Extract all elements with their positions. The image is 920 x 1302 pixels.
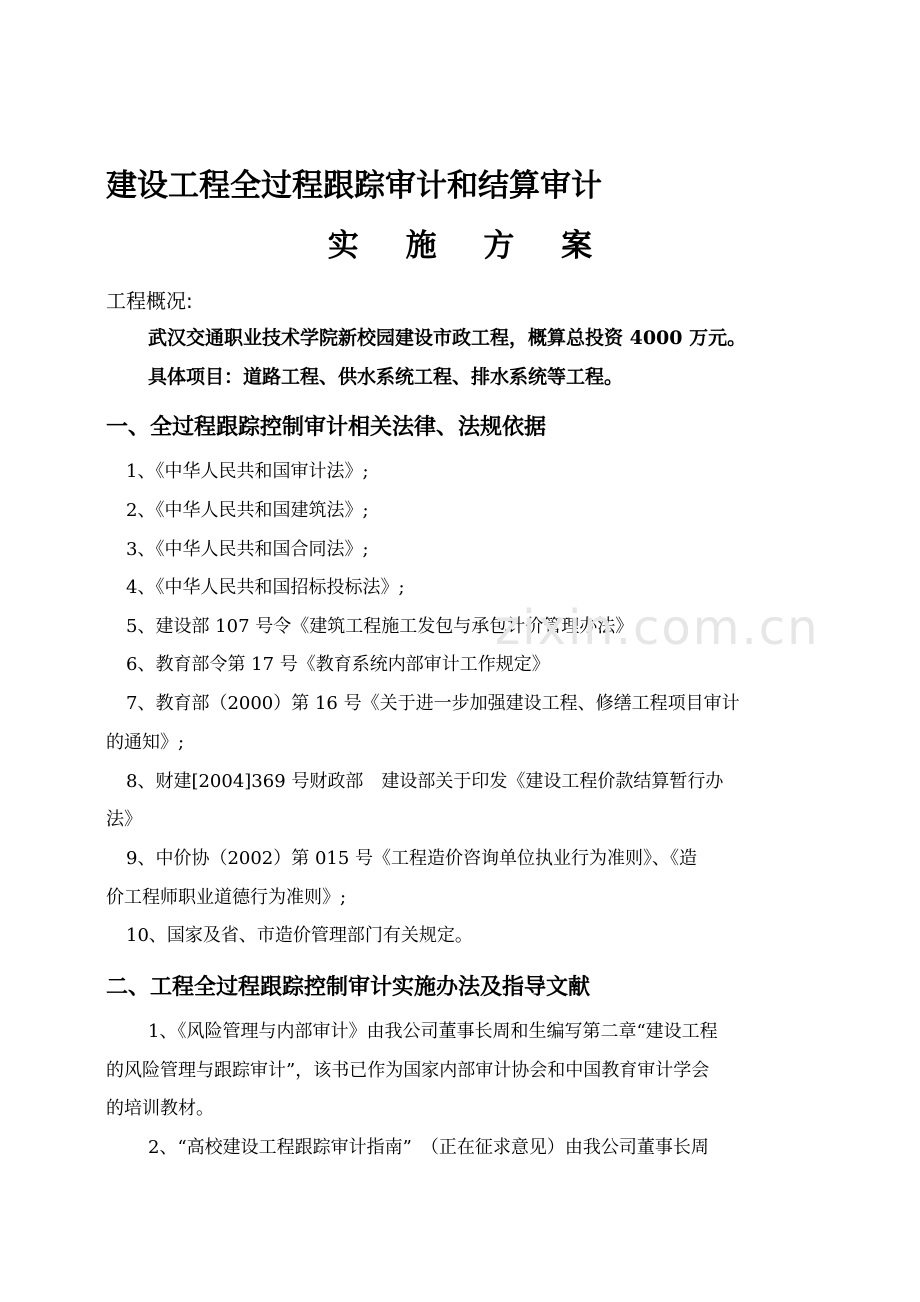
- overview-paragraph: 武汉交通职业技术学院新校园建设市政工程，概算总投资 4000 万元。: [148, 327, 747, 349]
- list-item: 2、《中华人民共和国建筑法》;: [126, 500, 369, 521]
- list-item: 5、建设部 107 号令《建筑工程施工发包与承包计价管理办法》: [126, 616, 634, 637]
- paragraph-line: 的培训教材。: [106, 1098, 214, 1119]
- list-item: 1、《中华人民共和国审计法》;: [126, 461, 369, 482]
- list-item: 3、《中华人民共和国合同法》;: [126, 539, 369, 560]
- paragraph-line: 1、《风险管理与内部审计》由我公司董事长周和生编写第二章“建设工程: [148, 1021, 718, 1042]
- watermark: zixin.com.cn: [495, 600, 820, 656]
- list-item-continuation: 的通知》;: [106, 732, 185, 753]
- list-item-continuation: 法》: [106, 809, 142, 830]
- paragraph-line: 的风险管理与跟踪审计”，该书已作为国家内部审计协会和中国教育审计学会: [106, 1060, 710, 1081]
- list-item: 8、财建[2004]369 号财政部 建设部关于印发《建设工程价款结算暂行办: [126, 771, 724, 792]
- list-item: 7、教育部（2000）第 16 号《关于进一步加强建设工程、修缮工程项目审计: [126, 693, 740, 714]
- document-subtitle: 实 施 方 案: [327, 228, 611, 264]
- list-item: 6、教育部令第 17 号《教育系统内部审计工作规定》: [126, 654, 550, 675]
- document-title: 建设工程全过程跟踪审计和结算审计: [106, 168, 602, 204]
- list-item: 10、国家及省、市造价管理部门有关规定。: [126, 925, 473, 946]
- paragraph-line: 2、“高校建设工程跟踪审计指南” （正在征求意见）由我公司董事长周: [148, 1137, 709, 1158]
- section-heading: 二、工程全过程跟踪控制审计实施办法及指导文献: [106, 975, 591, 1000]
- section-heading: 一、全过程跟踪控制审计相关法律、法规依据: [106, 415, 547, 440]
- list-item: 9、中价协（2002）第 015 号《工程造价咨询单位执业行为准则》、《造: [126, 848, 698, 869]
- overview-heading: 工程概况:: [106, 289, 193, 313]
- list-item-continuation: 价工程师职业道德行为准则》;: [106, 887, 347, 908]
- overview-paragraph: 具体项目：道路工程、供水系统工程、排水系统等工程。: [148, 366, 624, 388]
- list-item: 4、《中华人民共和国招标投标法》;: [126, 577, 405, 598]
